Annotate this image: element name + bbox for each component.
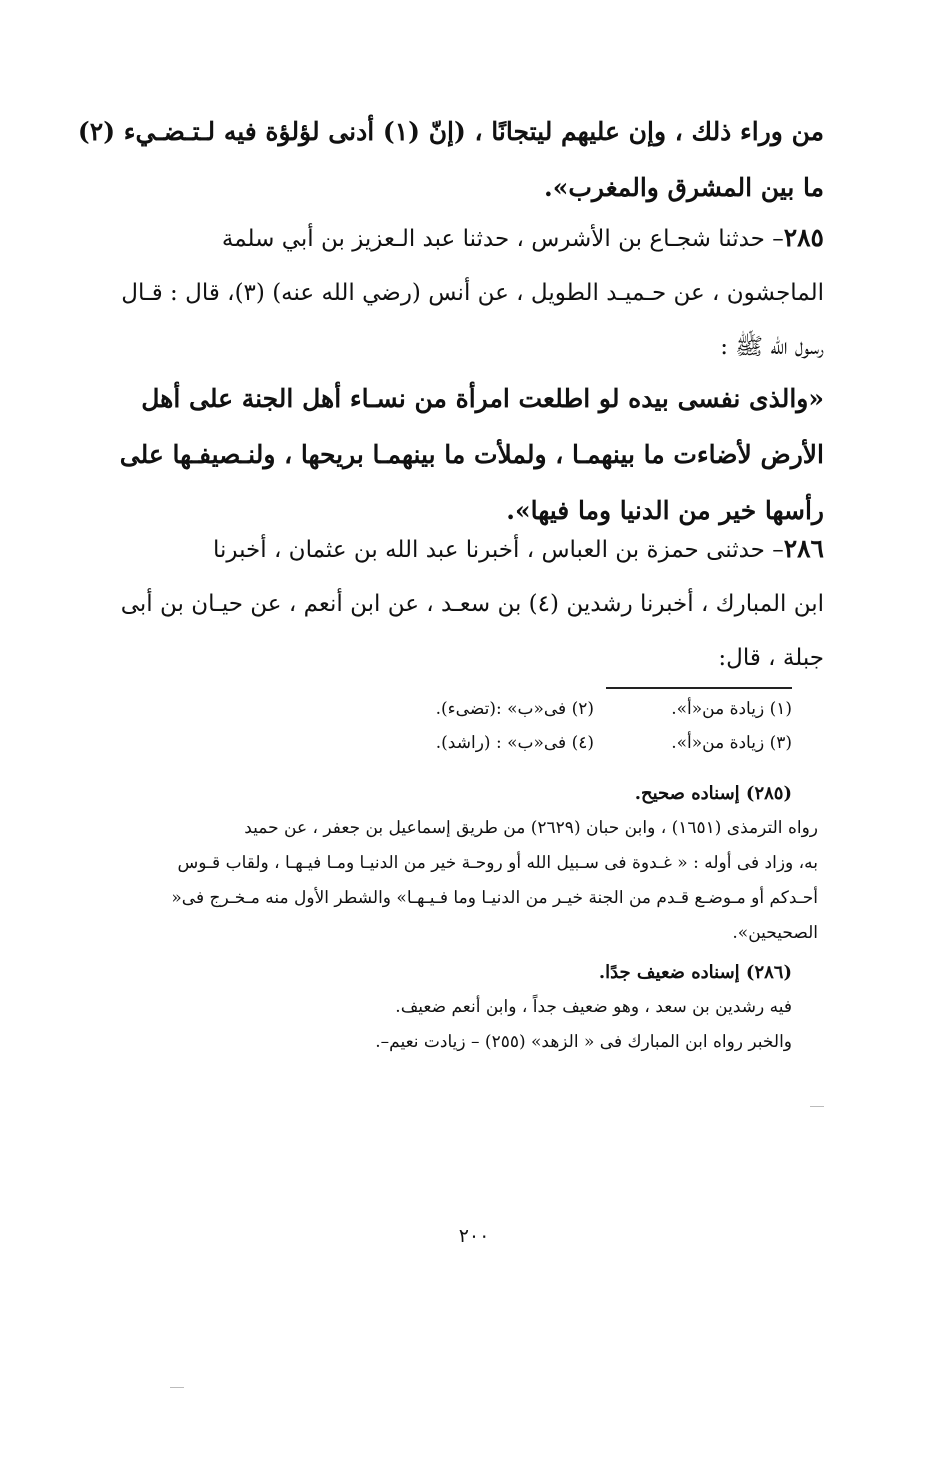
page-number: ٢٠٠: [458, 1225, 490, 1247]
text-line: فيه رشدين بن سعد ، وهو ضعيف جداً ، وابن أنعم ضعيف.: [395, 997, 792, 1017]
text-line: الصحيحين».: [732, 923, 818, 943]
takhrij-heading-286: (٢٨٦) إسناده ضعيف جدًا.: [598, 962, 792, 983]
footnote: (٣) زيادة من«أ».: [671, 733, 792, 753]
footnote: (٤) فى«ب» : (راشد).: [435, 733, 594, 753]
takhrij-notes: [124, 776, 818, 1060]
text-line: الماجشون ، عن حـميـد الطويل ، عن أنس (رضي الله عنه) (٣)، قال : قـال: [121, 280, 824, 306]
footnote-separator: [606, 687, 792, 689]
footnote-row: [122, 692, 792, 726]
text-line: ابن المبارك ، أخبرنا رشدين (٤) بن سعـد ، عن ابن أنعم ، عن حيـان بن أبى: [120, 591, 824, 617]
scan-mark: [170, 1387, 184, 1388]
text-line: [126, 522, 824, 577]
text-line: رسول الله ﷺ :: [720, 334, 824, 360]
paragraph-continuation: [77, 104, 824, 216]
hadith-number: ٢٨٥: [783, 223, 824, 252]
text-line: ما بين المشرق والمغرب».: [544, 173, 824, 202]
text-segment: – حدثنا شجـاع بن الأشرس ، حدثنا عبد الـعزيز بن أبي سلمة: [221, 226, 784, 252]
takhrij-heading-285: (٢٨٥) إسناده صحيح.: [634, 783, 792, 804]
hadith-285: [121, 211, 824, 374]
footnotes: [122, 692, 792, 760]
text-line: من وراء ذلك ، وإن عليهم ليتجانًا ، (إنّ (١) أدنى لؤلؤة فيه لـتـضـيء (٢): [77, 117, 824, 146]
footnote: (١) زيادة من«أ».: [671, 699, 792, 719]
text-line: [126, 211, 824, 266]
text-line: به، وزاد فى أوله : « غـدوة فى سـبيل الله أو روحـة خير من الدنيـا ومـا فيـهـا ، ولقاب قـوس: [177, 853, 818, 873]
scan-mark: [810, 1106, 824, 1107]
hadith-286: [120, 522, 824, 685]
text-line: الأرض لأضاءت ما بينهمـا ، ولملأت ما بينهمـا بريحها ، ولنـصيفـها على: [119, 440, 824, 469]
text-segment: – حدثنى حمزة بن العباس ، أخبرنا عبد الله بن عثمان ، أخبرنا: [212, 537, 784, 563]
text-line: أحـدكم أو مـوضـع قـدم من الجنة خيـر من الدنيـا وما فـيـهـا» والشطر الأول منه مـخـرج فى«: [171, 888, 818, 908]
text-line: جبلة ، قال:: [718, 645, 824, 671]
text-line: والخبر رواه ابن المبارك فى « الزهد» (٢٥٥) – زيادت نعيم–.: [375, 1032, 792, 1052]
hadith-285-text: [119, 371, 824, 539]
footnote-row: [122, 726, 792, 760]
text-line: رأسها خير من الدنيا وما فيها».: [506, 496, 824, 525]
footnote: (٢) فى«ب» :(تضىء).: [435, 699, 594, 719]
text-line: رواه الترمذى (١٦٥١) ، وابن حبان (٢٦٢٩) من طريق إسماعيل بن جعفر ، عن حميد: [244, 818, 818, 838]
hadith-number: ٢٨٦: [783, 534, 824, 563]
text-line: «والذى نفسى بيده لو اطلعت امرأة من نسـاء أهل الجنة على أهل: [141, 384, 824, 413]
